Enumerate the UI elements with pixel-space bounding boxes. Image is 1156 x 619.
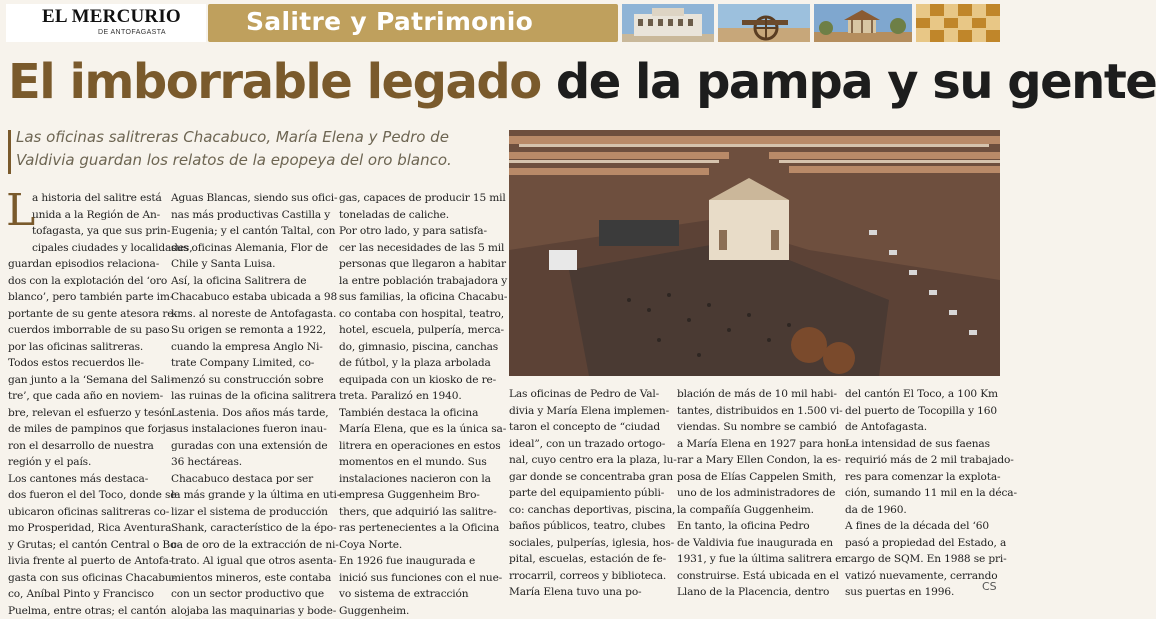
thumbnail-kiosk-photo <box>814 4 906 42</box>
thumbnail-building-photo <box>622 4 714 42</box>
text-line: Su origen se remonta a 1922, <box>171 322 331 339</box>
text-line: rar a Mary Ellen Condon, la es- <box>677 452 835 469</box>
masthead-name: EL MERCURIO <box>42 6 181 28</box>
text-line: Puelma, entre otras; el cantón <box>8 603 164 619</box>
text-line: sus oficinas Alemania, Flor de <box>171 240 331 257</box>
text-line: sociales, pulperías, iglesia, hos- <box>509 535 667 552</box>
text-line: pasó a propiedad del Estado, a <box>845 535 995 552</box>
text-line: da de 1960. <box>845 502 995 519</box>
text-line: María Elena tuvo una po- <box>509 584 667 601</box>
text-line: Así, la oficina Salitrera de <box>171 273 331 290</box>
aerial-photo <box>509 130 1000 376</box>
text-line: personas que llegaron a habitar <box>339 256 499 273</box>
text-line: de Valdivia fue inaugurada en <box>677 535 835 552</box>
text-line: Lastenia. Dos años más tarde, <box>171 405 331 422</box>
decorative-pattern <box>916 4 1000 42</box>
text-line: En tanto, la oficina Pedro <box>677 518 835 535</box>
text-line: pital, escuelas, estación de fe- <box>509 551 667 568</box>
masthead-subtitle: DE ANTOFAGASTA <box>98 29 166 36</box>
text-line: las ruinas de la oficina salitrera <box>171 388 331 405</box>
text-line: cer las necesidades de las 5 mil <box>339 240 499 257</box>
text-line: bre, relevan el esfuerzo y tesón <box>8 405 164 422</box>
text-line: litrera en operaciones en estos <box>339 438 499 455</box>
text-line: sus familias, la oficina Chacabu- <box>339 289 499 306</box>
deck <box>16 126 496 172</box>
deck-line: Valdivia guardan los relatos de la epopeya del oro blanco. <box>16 149 496 172</box>
text-line: inició sus funciones con el nue- <box>339 570 499 587</box>
text-line: co: canchas deportivas, piscina, <box>509 502 667 519</box>
text-line: vo sistema de extracción <box>339 586 499 603</box>
text-line: Llano de la Placencia, dentro <box>677 584 835 601</box>
masthead-logo <box>6 4 206 42</box>
section-banner <box>208 4 618 42</box>
headline-part2: de la pampa y su gente <box>541 54 1156 110</box>
text-line: rrocarril, correos y biblioteca. <box>509 568 667 585</box>
text-line: gasta con sus oficinas Chacabu- <box>8 570 164 587</box>
thumbnail-cart-photo <box>718 4 810 42</box>
text-line: baños públicos, teatro, clubes <box>509 518 667 535</box>
text-line: parte del equipamiento públi- <box>509 485 667 502</box>
text-line: Shank, característico de la épo- <box>171 520 331 537</box>
text-line: por las oficinas salitreras. <box>8 339 164 356</box>
text-line: Por otro lado, y para satisfa- <box>339 223 499 240</box>
text-line: con un sector productivo que <box>171 586 331 603</box>
text-line: treta. Paralizó en 1940. <box>339 388 499 405</box>
text-line: do, gimnasio, piscina, canchas <box>339 339 499 356</box>
text-line: nal, cuyo centro era la plaza, lu- <box>509 452 667 469</box>
text-line: guradas con una extensión de <box>171 438 331 455</box>
text-line: mo Prosperidad, Rica Aventura <box>8 520 164 537</box>
text-line: a María Elena en 1927 para hon- <box>677 436 835 453</box>
text-line: empresa Guggenheim Bro- <box>339 487 499 504</box>
text-line: gar donde se concentraba gran <box>509 469 667 486</box>
text-line: de miles de pampinos que forja- <box>8 421 164 438</box>
text-line: mientos mineros, este contaba <box>171 570 331 587</box>
text-line: tofagasta, ya que sus prin- <box>8 223 164 240</box>
text-line: tantes, distribuidos en 1.500 vi- <box>677 403 835 420</box>
text-line: A fines de la década del ‘60 <box>845 518 995 535</box>
text-line: Aguas Blancas, siendo sus ofici- <box>171 190 331 207</box>
text-line: Los cantones más destaca- <box>8 471 164 488</box>
text-line: cuerdos imborrable de su paso <box>8 322 164 339</box>
text-line: cargo de SQM. En 1988 se pri- <box>845 551 995 568</box>
text-line: menzó su construcción sobre <box>171 372 331 389</box>
text-line: unida a la Región de An- <box>8 207 164 224</box>
text-line: También destaca la oficina <box>339 405 499 422</box>
text-line: Todos estos recuerdos lle- <box>8 355 164 372</box>
section-title: Salitre y Patrimonio <box>246 7 533 36</box>
text-line: Guggenheim. <box>339 603 499 619</box>
text-line: del puerto de Tocopilla y 160 <box>845 403 995 420</box>
text-line: guardan episodios relaciona- <box>8 256 164 273</box>
text-line: blanco’, pero también parte im- <box>8 289 164 306</box>
text-line: kms. al noreste de Antofagasta. <box>171 306 331 323</box>
text-line: y Grutas; el cantón Central o Bo- <box>8 537 164 554</box>
text-line: la compañía Guggenheim. <box>677 502 835 519</box>
text-line: alojaba las maquinarias y bode- <box>171 603 331 619</box>
text-line: ca de oro de la extracción de ni- <box>171 537 331 554</box>
text-line: Chile y Santa Luisa. <box>171 256 331 273</box>
text-line: ras pertenecientes a la Oficina <box>339 520 499 537</box>
headline-part1: El imborrable legado <box>8 54 541 110</box>
text-line: Eugenia; y el cantón Taltal, con <box>171 223 331 240</box>
text-line: divia y María Elena implemen- <box>509 403 667 420</box>
text-line: blación de más de 10 mil habi- <box>677 386 835 403</box>
text-line: equipada con un kiosko de re- <box>339 372 499 389</box>
text-line: Las oficinas de Pedro de Val- <box>509 386 667 403</box>
article-column-6 <box>845 386 995 601</box>
text-line: trate Company Limited, co- <box>171 355 331 372</box>
drop-cap: L <box>6 189 35 233</box>
text-line: gas, capaces de producir 15 mil <box>339 190 499 207</box>
text-line: Chacabuco destaca por ser <box>171 471 331 488</box>
text-line: uno de los administradores de <box>677 485 835 502</box>
text-line: vatizó nuevamente, cerrando <box>845 568 995 585</box>
headline <box>8 58 998 106</box>
text-line: ción, sumando 11 mil en la déca- <box>845 485 995 502</box>
text-line: res para comenzar la explota- <box>845 469 995 486</box>
deck-line: Las oficinas salitreras Chacabuco, María Elena y Pedro de <box>16 126 496 149</box>
text-line: toneladas de caliche. <box>339 207 499 224</box>
text-line: sus puertas en 1996. <box>845 584 995 601</box>
text-line: cuando la empresa Anglo Ni- <box>171 339 331 356</box>
text-line: de fútbol, y la plaza arbolada <box>339 355 499 372</box>
end-mark: CS <box>982 580 997 593</box>
text-line: María Elena, que es la única sa- <box>339 421 499 438</box>
text-line: gan junto a la ‘Semana del Sali- <box>8 372 164 389</box>
text-line: En 1926 fue inaugurada e <box>339 553 499 570</box>
text-line: nas más productivas Castilla y <box>171 207 331 224</box>
text-line: momentos en el mundo. Sus <box>339 454 499 471</box>
text-line: dos con la explotación del ‘oro <box>8 273 164 290</box>
text-line: hotel, escuela, pulpería, merca- <box>339 322 499 339</box>
text-line: trato. Al igual que otros asenta- <box>171 553 331 570</box>
article-column-1 <box>8 190 164 619</box>
text-line: posa de Elías Cappelen Smith, <box>677 469 835 486</box>
text-line: dos fueron el del Toco, donde se <box>8 487 164 504</box>
text-line: tre’, que cada año en noviem- <box>8 388 164 405</box>
text-line: de Antofagasta. <box>845 419 995 436</box>
text-line: 36 hectáreas. <box>171 454 331 471</box>
text-line: livia frente al puerto de Antofa- <box>8 553 164 570</box>
text-line: del cantón El Toco, a 100 Km <box>845 386 995 403</box>
text-line: co, Aníbal Pinto y Francisco <box>8 586 164 603</box>
text-line: Coya Norte. <box>339 537 499 554</box>
article-column-2 <box>171 190 331 619</box>
text-line: co contaba con hospital, teatro, <box>339 306 499 323</box>
text-line: 1931, y fue la última salitrera en <box>677 551 835 568</box>
text-line: a historia del salitre está <box>8 190 164 207</box>
text-line: requirió más de 2 mil trabajado- <box>845 452 995 469</box>
text-line: región y el país. <box>8 454 164 471</box>
text-line: Chacabuco estaba ubicada a 98 <box>171 289 331 306</box>
article-column-3 <box>339 190 499 619</box>
text-line: viendas. Su nombre se cambió <box>677 419 835 436</box>
text-line: La intensidad de sus faenas <box>845 436 995 453</box>
text-line: ron el desarrollo de nuestra <box>8 438 164 455</box>
text-line: la más grande y la última en uti- <box>171 487 331 504</box>
text-line: thers, que adquirió las salitre- <box>339 504 499 521</box>
text-line: sus instalaciones fueron inau- <box>171 421 331 438</box>
deck-rule <box>8 130 11 174</box>
text-line: lizar el sistema de producción <box>171 504 331 521</box>
article-column-4 <box>509 386 667 601</box>
text-line: construirse. Está ubicada en el <box>677 568 835 585</box>
text-line: ubicaron oficinas salitreras co- <box>8 504 164 521</box>
text-line: cipales ciudades y localidades, <box>8 240 164 257</box>
text-line: ideal”, con un trazado ortogo- <box>509 436 667 453</box>
text-line: portante de su gente atesora re- <box>8 306 164 323</box>
text-line: taron el concepto de “ciudad <box>509 419 667 436</box>
article-column-5 <box>677 386 835 601</box>
text-line: instalaciones nacieron con la <box>339 471 499 488</box>
text-line: la entre población trabajadora y <box>339 273 499 290</box>
